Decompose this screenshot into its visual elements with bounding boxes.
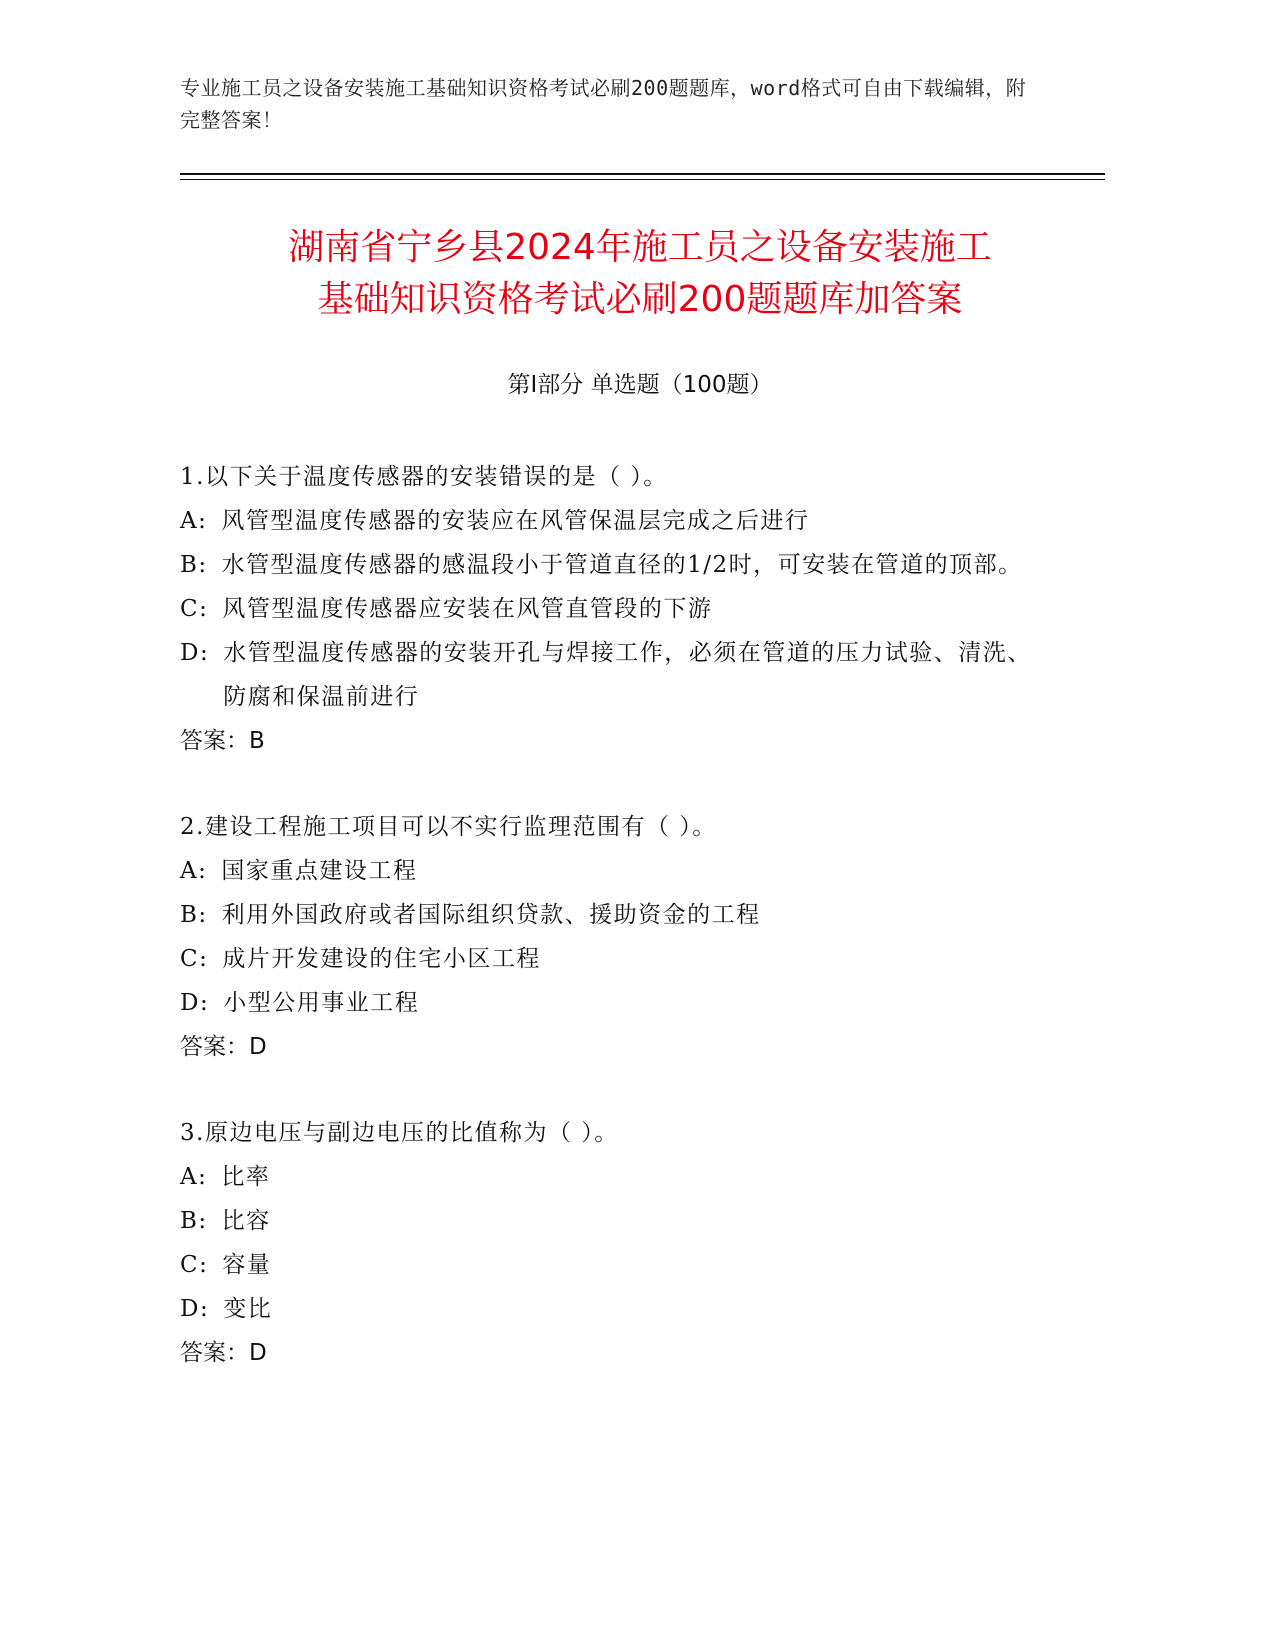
option-letter: A — [180, 858, 199, 884]
option-text: 利用外国政府或者国际组织贷款、援助资金的工程 — [221, 902, 761, 928]
question-stem: 1.以下关于温度传感器的安装错误的是（ ）。 — [180, 464, 668, 490]
option-text: 水管型温度传感器的感温段小于管道直径的1/2时，可安装在管道的顶部。 — [221, 552, 1023, 578]
option-letter: D — [180, 640, 200, 666]
answer-label: 答案：B — [180, 728, 265, 754]
option-c: C : 成片开发建设的住宅小区工程 — [180, 937, 1040, 981]
option-b: B : 利用外国政府或者国际组织贷款、援助资金的工程 — [180, 893, 1040, 937]
option-letter: D — [180, 1296, 200, 1322]
option-letter: A — [180, 1164, 199, 1190]
option-text: 变比 — [223, 1296, 273, 1322]
option-letter: B — [180, 552, 199, 578]
header-divider-thick — [180, 173, 1105, 175]
section-title: 第Ⅰ部分 单选题（100题） — [507, 372, 773, 398]
option-text: 比率 — [221, 1164, 271, 1190]
header-note: 专业施工员之设备安装施工基础知识资格考试必刷200题题库，word格式可自由下载编辑，附完整答案！ — [180, 76, 1027, 132]
question-list — [180, 455, 1040, 1417]
option-c: C : 容量 — [180, 1243, 1040, 1287]
option-text: 成片开发建设的住宅小区工程 — [222, 946, 541, 972]
option-text: 小型公用事业工程 — [223, 990, 420, 1016]
question-2 — [180, 805, 1040, 1069]
option-letter: A — [180, 508, 199, 534]
option-d: D : 水管型温度传感器的安装开孔与焊接工作，必须在管道的压力试验、清洗、防腐和保温前进行 — [180, 631, 1040, 719]
answer-label: 答案：D — [180, 1034, 267, 1060]
option-text: 容量 — [222, 1252, 272, 1278]
title-line: 湖南省宁乡县2024年施工员之设备安装施工 — [288, 227, 992, 268]
option-text: 国家重点建设工程 — [221, 858, 418, 884]
answer-label: 答案：D — [180, 1340, 267, 1366]
option-c: C : 风管型温度传感器应安装在风管直管段的下游 — [180, 587, 1040, 631]
option-b: B : 比容 — [180, 1199, 1040, 1243]
option-text: 水管型温度传感器的安装开孔与焊接工作，必须在管道的压力试验、清洗、防腐和保温前进行 — [223, 640, 1032, 710]
option-letter: C — [180, 596, 200, 622]
option-d: D : 变比 — [180, 1287, 1040, 1331]
option-letter: C — [180, 1252, 200, 1278]
header-divider-thin — [180, 179, 1105, 180]
option-a: A : 风管型温度传感器的安装应在风管保温层完成之后进行 — [180, 499, 1040, 543]
option-text: 风管型温度传感器应安装在风管直管段的下游 — [222, 596, 713, 622]
option-b: B : 水管型温度传感器的感温段小于管道直径的1/2时，可安装在管道的顶部。 — [180, 543, 1040, 587]
option-text: 风管型温度传感器的安装应在风管保温层完成之后进行 — [221, 508, 810, 534]
option-d: D : 小型公用事业工程 — [180, 981, 1040, 1025]
option-a: A : 比率 — [180, 1155, 1040, 1199]
option-letter: D — [180, 990, 200, 1016]
title-line: 基础知识资格考试必刷200题题库加答案 — [317, 279, 963, 320]
question-stem: 2.建设工程施工项目可以不实行监理范围有（ ）。 — [180, 814, 717, 840]
question-stem: 3.原边电压与副边电压的比值称为（ ）。 — [180, 1120, 619, 1146]
option-text: 比容 — [221, 1208, 271, 1234]
option-letter: C — [180, 946, 200, 972]
question-1 — [180, 455, 1040, 763]
option-letter: B — [180, 902, 199, 928]
document-title — [140, 222, 1140, 326]
option-a: A : 国家重点建设工程 — [180, 849, 1040, 893]
option-letter: B — [180, 1208, 199, 1234]
question-3 — [180, 1111, 1040, 1375]
